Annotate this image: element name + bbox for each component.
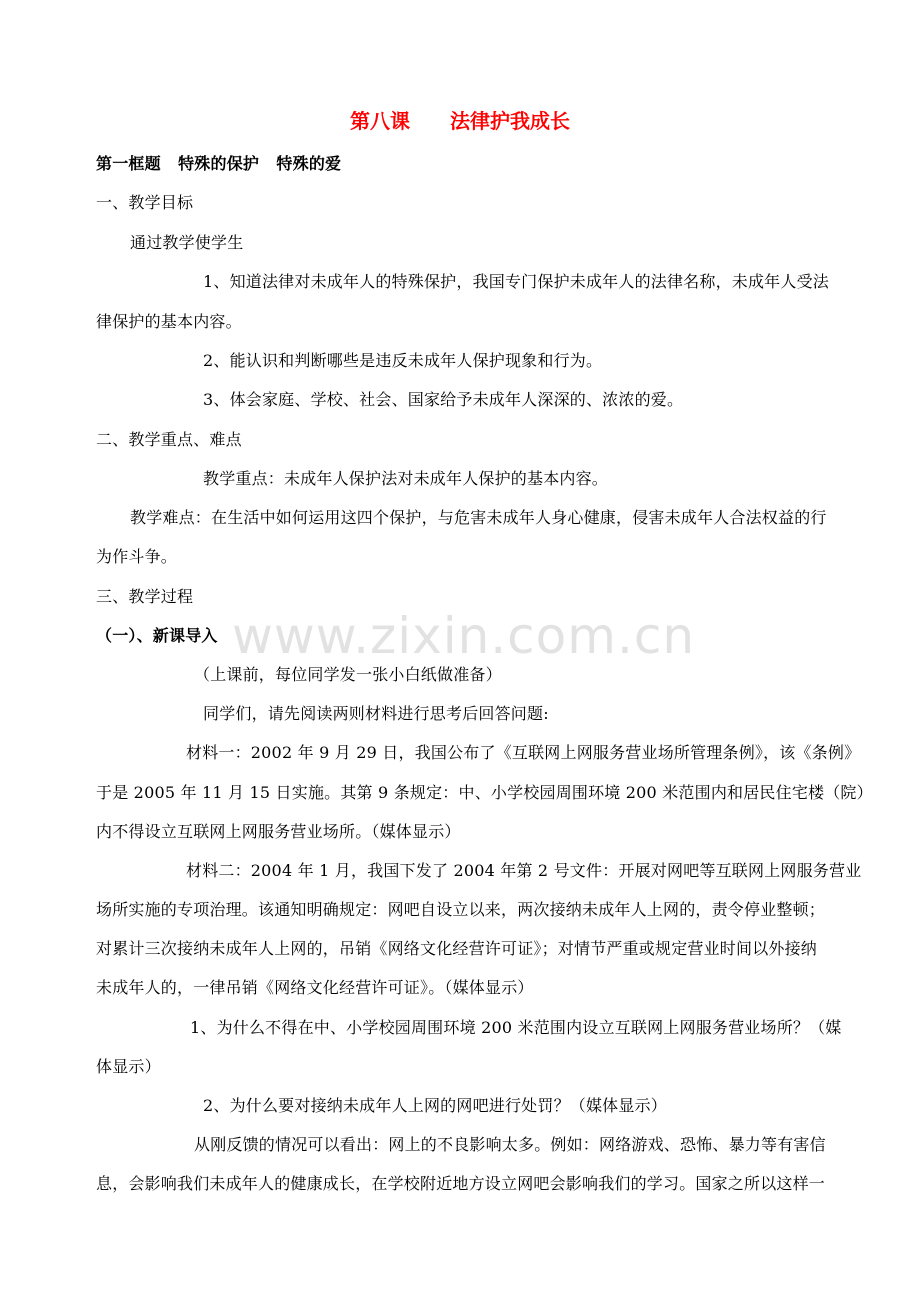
material-1-line-1: 材料一：2002 年 9 月 29 日，我国公布了《互联网上网服务营业场所管理条例》，该《条例》 [186, 743, 861, 762]
question-1-line-2: 体显示） [96, 1057, 161, 1076]
goals-intro: 通过教学使学生 [130, 233, 244, 252]
material-2-line-3: 对累计三次接纳未成年人上网的，吊销《网络文化经营许可证》；对情节严重或规定营业时间以外接纳 [96, 939, 818, 958]
key-point: 教学重点：未成年人保护法对未成年人保护的基本内容。 [203, 469, 609, 488]
material-2-line-2: 场所实施的专项治理。该通知明确规定：网吧自设立以来，两次接纳未成年人上网的，责令停业整顿； [96, 900, 826, 919]
lesson-number: 第八课 [350, 109, 410, 133]
difficulty-line-2: 为作斗争。 [96, 547, 178, 566]
feedback-line-1: 从刚反馈的情况可以看出：网上的不良影响太多。例如：网络游戏、恐怖、暴力等有害信 [194, 1135, 826, 1154]
goals-heading: 一、教学目标 [96, 193, 194, 212]
reading-instruction: 同学们，请先阅读两则材料进行思考后回答问题: [203, 704, 549, 723]
material-1-line-3: 内不得设立互联网上网服务营业场所。（媒体显示） [96, 822, 461, 841]
process-heading: 三、教学过程 [96, 587, 194, 606]
goal-1-line-1: 1、知道法律对未成年人的特殊保护，我国专门保护未成年人的法律名称，未成年人受法 [203, 272, 829, 291]
lesson-title [0, 108, 920, 134]
question-1-line-1: 1、为什么不得在中、小学校园周围环境 200 米范围内设立互联网上网服务营业场所？（媒 [190, 1018, 842, 1037]
difficulty-line-1: 教学难点：在生活中如何运用这四个保护，与危害未成年人身心健康，侵害未成年人合法权益的行 [130, 508, 827, 527]
lesson-topic: 法律护我成长 [450, 109, 570, 133]
prep-note: （上课前，每位同学发一张小白纸做准备） [194, 665, 502, 684]
subtitle: 第一框题 特殊的保护 特殊的爱 [96, 154, 342, 173]
material-1-line-2: 于是 2005 年 11 月 15 日实施。其第 9 条规定：中、小学校园周围环境 200 米范围内和居民住宅楼（院） [96, 783, 873, 802]
material-2-line-4: 未成年人的，一律吊销《网络文化经营许可证》。（媒体显示） [96, 978, 534, 997]
keypoints-heading: 二、教学重点、难点 [96, 430, 242, 449]
goal-2: 2、能认识和判断哪些是违反未成年人保护现象和行为。 [203, 351, 603, 370]
goal-3: 3、体会家庭、学校、社会、国家给予未成年人深深的、浓浓的爱。 [203, 390, 684, 409]
intro-heading: （一）、新课导入 [96, 626, 218, 645]
question-2: 2、为什么要对接纳未成年人上网的网吧进行处罚？（媒体显示） [203, 1096, 667, 1115]
goal-1-line-2: 律保护的基本内容。 [96, 312, 242, 331]
watermark: www.zixin.com.cn [232, 607, 696, 665]
material-2-line-1: 材料二：2004 年 1 月，我国下发了 2004 年第 2 号文件：开展对网吧等互联网上网服务营业 [186, 861, 862, 880]
feedback-line-2: 息，会影响我们未成年人的健康成长，在学校附近地方设立网吧会影响我们的学习。国家之所以这样一 [96, 1174, 826, 1193]
